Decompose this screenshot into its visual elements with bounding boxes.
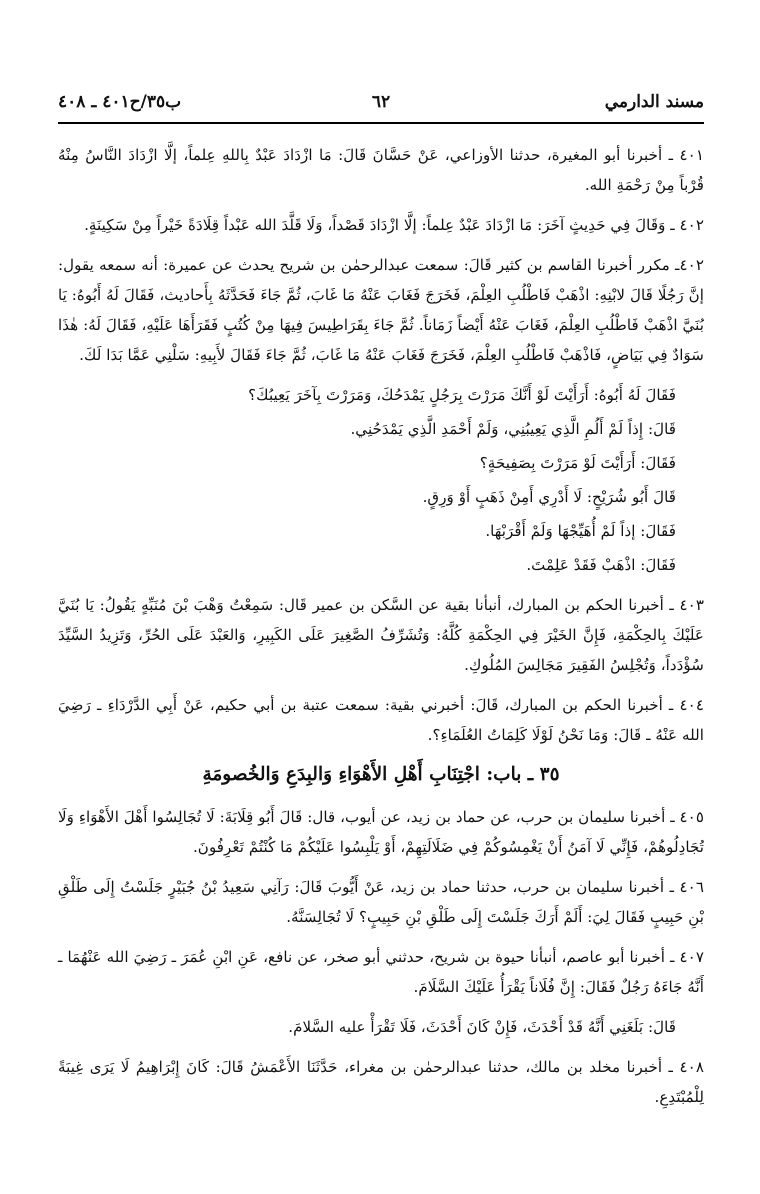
dialogue-line: فَقَالَ لَهُ أَبُوهُ: أَرَأَيْتَ لَوْ أَنَّكَ مَرَرْتَ بِرَجُلٍ يَمْدَحُكَ، وَمَرَرْتَ بِآخَرَ يَعِيبُكَ؟ bbox=[248, 386, 676, 404]
hadith-402-repeat: ٤٠٢ـ مكرر أخبرنا القاسم بن كثير قَالَ: سمعت عبدالرحمٰن بن شريح يحدث عن عميرة: أنه سمعه يقول: إنَّ رَجُلًا قَالَ لابْنِهِ: اذْهَبْ فَاطْلُبِ العِلْمَ، فَخَرَجَ فَغَابَ عَنْهُ مَا غَابَ، ثُمَّ جَاءَ فَحَدَّثَهُ بِأَحاديث، فَقَالَ لَهُ أَبُوهُ: يَا بُنَيَّ اذْهَبْ فَاطْلُبِ العِلْمَ، فَغَابَ عَنْهُ أَيْضاً زَمَاناً. ثُمَّ جَاءَ بِقَرَاطِيسَ فِيهَا مِنْ كُتُبٍ فَقَرَأَهَا عَلَيْهِ، فَقَالَ لَهُ: هٰذَا سَوَادٌ فِي بَيَاضٍ، فَاذْهَبْ فَاطْلُبِ العِلْمَ، فَخَرَجَ فَغَابَ عَنْهُ مَا غَابَ، ثُمَّ جَاءَ فَقَالَ لأَبِيهِ: سَلْنِي عَمَّا بَدَا لَكَ. bbox=[58, 256, 704, 364]
dialogue-line: فَقَالَ: أَرَأَيْتَ لَوْ مَرَرْتَ بِصَفِيحَةٍ؟ bbox=[479, 454, 676, 472]
hadith-401: ٤٠١ ـ أخبرنا أبو المغيرة، حدثنا الأوزاعي، عَنْ حَسَّانَ قَالَ: مَا ازْدَادَ عَبْدٌ بِاللهِ عِلماً، إلَّا ازْدَادَ النَّاسُ مِنْهُ قُرْباً مِنْ رَحْمَةِ الله. bbox=[58, 146, 704, 194]
hadith-range: ب٣٥/ح٤٠١ ـ ٤٠٨ bbox=[58, 92, 182, 112]
page-number: ٦٢ bbox=[371, 92, 391, 112]
hadith-405: ٤٠٥ ـ أخبرنا سليمان بن حرب، عن حماد بن زيد، عن أيوب، قال: قَالَ أَبُو قِلَابَةَ: لَا تُجَالِسُوا أَهْلَ الأَهْوَاءِ وَلَا تُجَادِلُوهُمْ، فَإِنِّي لَا آمَنُ أَنْ يَغْمِسُوكُمْ فِي ضَلَالَتِهِمْ، أَوْ يَلْبِسُوا عَلَيْكُمْ مَا كُنْتُمْ تَعْرِفُونَ. bbox=[58, 808, 704, 856]
dialogue-line: قَالَ أَبُو شُرَيْحٍ: لَا أَدْرِي أَمِنْ ذَهَبٍ أَوْ وَرِقٍ. bbox=[422, 488, 676, 506]
hadith-404: ٤٠٤ ـ أخبرنا الحكم بن المبارك، قَالَ: أخبرني بقية: سمعت عتبة بن أبي حكيم، عَنْ أَبِي الدَّرْدَاءِ ـ رَضِيَ الله عَنْهُ ـ قَالَ: وَمَا نَحْنُ لَوْلَا كَلِمَاتُ العُلَمَاءِ؟. bbox=[58, 696, 704, 744]
dialogue-line: قَالَ: إِذاً لَمْ أَلُمِ الَّذِي يَعِيبُنِي، وَلَمْ أَحْمَدِ الَّذِي يَمْدَحُنِي. bbox=[350, 420, 676, 438]
dialogue-line: قَالَ: بَلَغَنِي أَنَّهُ قَدْ أَحْدَثَ، فَإِنْ كَانَ أَحْدَثَ، فَلَا تَقْرَأْ عليه السَّلامَ. bbox=[288, 1018, 676, 1036]
hadith-406: ٤٠٦ ـ أخبرنا سليمان بن حرب، حدثنا حماد بن زيد، عَنْ أَيُّوبَ قَالَ: رَآنِي سَعِيدُ بْنُ جُبَيْرٍ جَلَسْتُ إِلَى طَلْقِ بْنِ حَبِيبٍ فَقَالَ لِيَ: أَلَمْ أَرَكَ جَلَسْتَ إِلَى طَلْقِ بْنِ حَبِيبٍ؟ لَا تُجَالِسَنَّهُ. bbox=[58, 878, 704, 926]
hadith-402: ٤٠٢ ـ وَقَالَ فِي حَدِيثٍ آخَرَ: مَا ازْدَادَ عَبْدٌ عِلماً: إلَّا ازْدَادَ قَصْداً، وَلَا قَلَّدَ الله عَبْداً قِلَادَةً خَيْراً مِنْ سَكِينَةٍ. bbox=[84, 216, 704, 234]
text-content bbox=[58, 140, 704, 1122]
dialogue-line: فَقَالَ: اذْهَبْ فَقَدْ عَلِمْتَ. bbox=[526, 556, 676, 574]
dialogue-line: فَقَالَ: إذاً لَمْ أُهَيِّجْهَا وَلَمْ أَقْرَبْهَا. bbox=[485, 522, 676, 540]
hadith-408: ٤٠٨ ـ أخبرنا مخلد بن مالك، حدثنا عبدالرحمٰن بن مغراء، حَدَّثَنَا الأَعْمَشُ قَالَ: كَانَ إِبْرَاهِيمُ لَا يَرَى غِيبَةً لِلْمُبْتَدِعِ. bbox=[58, 1058, 704, 1106]
page-body bbox=[58, 88, 704, 1168]
book-title: مسند الدارمي bbox=[604, 92, 704, 112]
hadith-407: ٤٠٧ ـ أخبرنا أبو عاصم، أنبأنا حيوة بن شريح، حدثني أبو صخر، عن نافع، عَنِ ابْنِ عُمَرَ ـ رَضِيَ الله عَنْهُمَا ـ أَنَّهُ جَاءَهُ رَجُلٌ فَقَالَ: إِنَّ فُلَاناً يَقْرَأُ عَلَيْكَ السَّلَامَ. bbox=[58, 948, 704, 996]
hadith-403: ٤٠٣ ـ أخبرنا الحكم بن المبارك، أنبأنا بقية عن السَّكن بن عمير قَال: سَمِعْتُ وَهْبَ بْنَ مُنَبِّهٍ يَقُولُ: يَا بُنَيَّ عَلَيْكَ بِالحِكْمَةِ، فَإِنَّ الخَيْرَ فِي الحِكْمَةِ كُلَّهُ: وَتُشَرِّفُ الصَّغِيرَ عَلَى الكَبِيرِ، وَالعَبْدَ عَلَى الحُرِّ، وَتَزِيدُ السَّيِّدَ سُؤْدَداً، وَتُجْلِسُ الفَقِيرَ مَجَالِسَ المُلُوكِ. bbox=[58, 596, 704, 674]
chapter-heading: ٣٥ ـ باب: اجْتِنَابِ أَهْلِ الأَهْوَاءِ وَالبِدَعِ وَالخُصومَةِ bbox=[202, 764, 560, 785]
